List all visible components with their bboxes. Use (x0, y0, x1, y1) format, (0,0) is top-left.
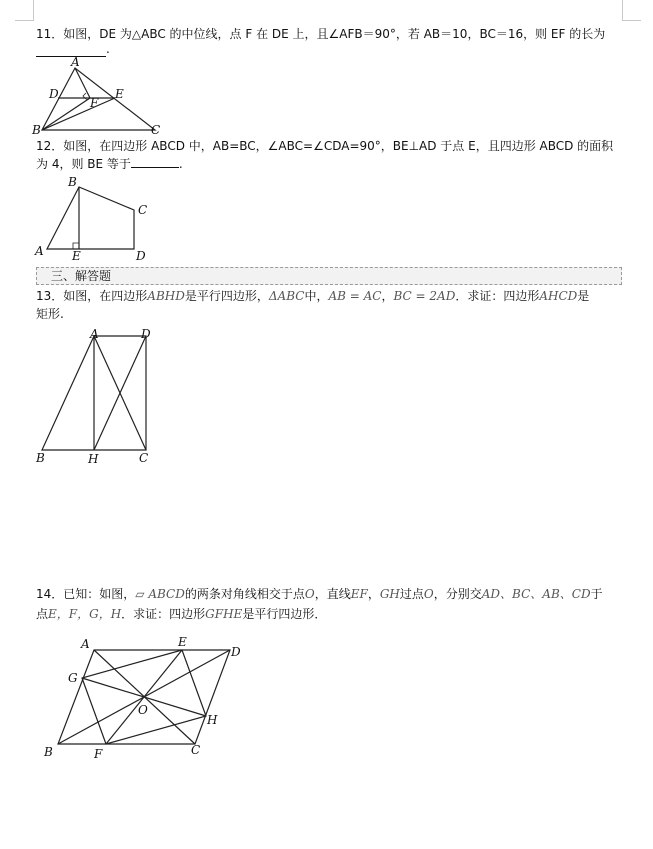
q14-figure (30, 630, 260, 762)
section-header (36, 267, 622, 285)
q14-text-part: 是平行四边形． (242, 607, 327, 621)
q14-math: GH (379, 587, 400, 601)
q14-math: O (423, 587, 434, 601)
q12-text-line2 (36, 156, 623, 172)
q13-text-part: ， (381, 289, 394, 303)
q14-label-g: G (68, 671, 78, 685)
q11-label-f: F (90, 96, 99, 110)
q14-label-f: F (94, 747, 103, 761)
q11-label-c: C (151, 123, 161, 137)
q12-answer-blank (131, 157, 179, 168)
q12-label-d: D (136, 249, 146, 263)
q13-text-part: ．求证：四边形 (455, 289, 540, 303)
q11-label-e: E (115, 87, 124, 101)
q12-text-line1: 12．如图，在四边形 ABCD 中，AB=BC，∠ABC=∠CDA=90°，BE⊥AD 于点 E，且四边形 ABCD 的面积 (36, 139, 614, 153)
q13-text-part: 中， (304, 289, 329, 303)
q14-label-h: H (207, 713, 218, 727)
q13-math: ΔABC (268, 289, 305, 303)
q13-figure (30, 328, 170, 468)
q14-text-part: ，直线 (314, 587, 351, 601)
q12-label-e: E (72, 249, 81, 263)
q14-text-part: 于 (590, 587, 603, 601)
q11-text: 11．如图，DE 为△ABC 的中位线，点 F 在 DE 上，且∠AFB＝90°，若 AB＝10，BC＝16，则 EF 的长为 (36, 27, 606, 41)
q14-text-part: ．求证：四边形 (121, 607, 206, 621)
q13-label-h: H (88, 452, 99, 466)
q14-math: ▱ ABCD (135, 587, 185, 601)
q14-math: GFHE (205, 607, 243, 621)
q14-text-line2 (36, 606, 623, 622)
q14-label-d: D (231, 645, 241, 659)
q12-label-b: B (68, 175, 77, 189)
q11-label-d: D (49, 87, 59, 101)
q11-label-b: B (32, 123, 41, 137)
q13-label-c: C (139, 451, 149, 465)
q14-label-b: B (44, 745, 53, 759)
q13-text-part: 13．如图，在四边形 (36, 289, 148, 303)
q13-math: BC = 2AD (393, 289, 456, 303)
q12-text-line2-start: 为 4，则 BE 等于 (36, 157, 131, 171)
section-title: 三、解答题 (51, 269, 112, 283)
q11-figure (30, 55, 170, 137)
q14-text-part: 点 (36, 607, 49, 621)
q14-label-c: C (191, 743, 201, 757)
q11-label-a: A (71, 55, 80, 69)
q14-math: O (304, 587, 315, 601)
q14-math: EF (350, 587, 368, 601)
q14-text-part: 14．已知：如图， (36, 587, 136, 601)
q11-triangle-abc (42, 68, 155, 130)
q11-segment-af (75, 68, 90, 98)
q13-math: ABHD (147, 289, 185, 303)
q13-label-a: A (90, 327, 99, 341)
q11-segment-bf (42, 98, 90, 130)
q12-quadrilateral-abcd (47, 187, 134, 249)
q11-end: . (106, 42, 110, 56)
q14-label-e: E (178, 635, 187, 649)
q14-math: AD、BC、AB、CD (481, 587, 591, 601)
q13-label-d: D (141, 327, 151, 341)
q14-text-part: 的两条对角线相交于点 (184, 587, 305, 601)
q14-text-part: 过点 (399, 587, 424, 601)
q12-text-line2-end: . (178, 157, 183, 171)
q14-math: E，F，G，H (48, 607, 122, 621)
q13-text-part: 是平行四边形， (184, 289, 269, 303)
q14-label-o: O (138, 703, 148, 717)
page-corner-mark-left (15, 0, 34, 21)
q14-label-a: A (81, 637, 90, 651)
q12-label-c: C (138, 203, 148, 217)
q13-math: AB = AC (328, 289, 382, 303)
q13-text-line2: 矩形. (36, 307, 64, 321)
q14-text-part: ，分别交 (433, 587, 482, 601)
q13-math: AHCD (539, 289, 578, 303)
q13-label-b: B (36, 451, 45, 465)
q12-figure (30, 176, 160, 268)
q12-label-a: A (35, 244, 44, 258)
q11-segment-be (42, 98, 115, 130)
q14-text-part: ， (367, 587, 380, 601)
page-corner-mark-right (622, 0, 641, 21)
q11-right-angle-mark (83, 93, 87, 100)
q13-text-line1 (36, 288, 623, 304)
q13-text-part: 是 (577, 289, 590, 303)
q14-text-line1 (36, 586, 623, 602)
